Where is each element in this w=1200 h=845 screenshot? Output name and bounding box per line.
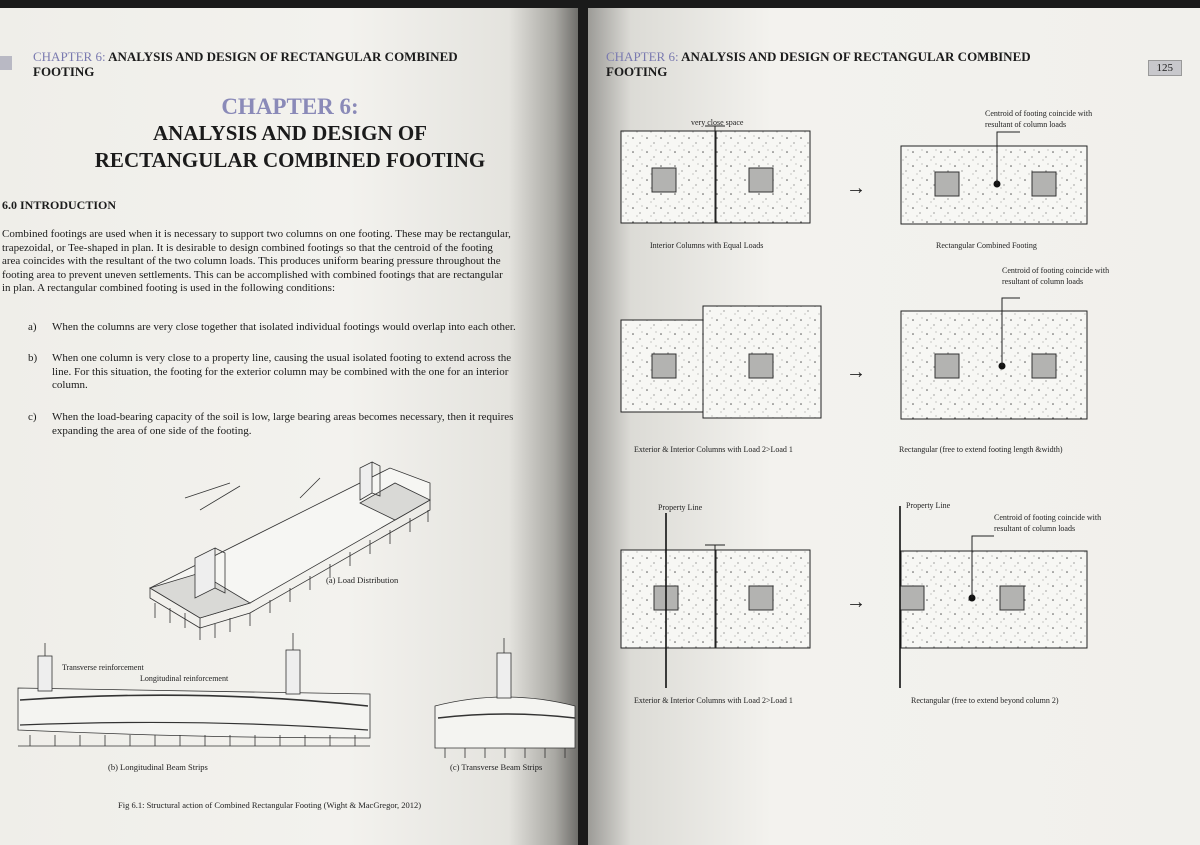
condition-line: When one column is very close to a property line, causing the usual isolated footing to extend across the (52, 352, 512, 364)
chapter-heading: CHAPTER 6: (221, 94, 359, 119)
figure-label-a: (a) Load Distribution (326, 575, 399, 585)
column-square (900, 586, 924, 610)
centroid-note-2: resultant of column loads (1002, 277, 1084, 286)
arrow-right-icon: → (846, 177, 866, 199)
caption-left-1: Interior Columns with Equal Loads (650, 241, 764, 250)
column-square (935, 172, 959, 196)
left-page (0, 8, 578, 845)
centroid-note-2: resultant of column loads (985, 120, 1067, 129)
figure-label-b: (b) Longitudinal Beam Strips (108, 762, 208, 772)
intro-paragraph (2, 228, 578, 296)
load-distribution-drawing (150, 462, 430, 640)
column-square (935, 354, 959, 378)
intro-line: footing area to prevent uneven settlements. This can be accomplished with combined footings that are rectangular (2, 268, 503, 281)
figure-6-1 (0, 448, 578, 845)
footing-diagrams (588, 8, 1200, 845)
chapter-title-line-2: RECTANGULAR COMBINED FOOTING (94, 148, 486, 172)
arrow-right-icon: → (846, 361, 866, 383)
property-line-label: Property Line (658, 503, 703, 512)
intro-line: trapezoidal, or Tee-shaped in plan. It is desirable to design combined footings so that the centroid of the footing (2, 241, 493, 254)
centroid-note-1: Centroid of footing coincide with (1002, 266, 1110, 275)
caption-right-1: Rectangular Combined Footing (936, 241, 1037, 250)
caption-right-2: Rectangular (free to extend footing length &width) (899, 445, 1063, 454)
centroid-note-1: Centroid of footing coincide with (985, 109, 1093, 118)
condition-line: When the load-bearing capacity of the soil is low, large bearing areas becomes necessary, then it requires (52, 411, 514, 423)
arrow-right-icon: → (846, 591, 866, 613)
diagram-row-1 (621, 109, 1092, 250)
longitudinal-strip-drawing (18, 633, 370, 746)
condition-text (52, 411, 513, 438)
column-square (749, 586, 773, 610)
header-title: ANALYSIS AND DESIGN OF RECTANGULAR COMBINED (681, 49, 1031, 64)
section-heading: 6.0 INTRODUCTION (2, 198, 117, 212)
header-title-2: FOOTING (33, 64, 95, 79)
condition-label: c) (28, 411, 37, 423)
condition-line: line. For this situation, the footing for the exterior column may be combined with the one for an interior (52, 365, 509, 378)
condition-text (52, 352, 511, 393)
caption-right-3: Rectangular (free to extend beyond column 2) (911, 696, 1059, 705)
page-number: 125 (1148, 60, 1183, 76)
column-square (652, 168, 676, 192)
centroid-note-1: Centroid of footing coincide with (994, 513, 1102, 522)
condition-line: column. (52, 379, 88, 392)
combined-footing (901, 311, 1087, 419)
column-square (1032, 354, 1056, 378)
caption-left-2: Exterior & Interior Columns with Load 2>Load 1 (634, 445, 793, 454)
diagram-row-3 (621, 501, 1101, 705)
condition-line: When the columns are very close together that isolated individual footings would overlap into each other. (52, 321, 516, 333)
column-square (1000, 586, 1024, 610)
figure-caption: Fig 6.1: Structural action of Combined Rectangular Footing (Wight & MacGregor, 2012) (118, 800, 422, 810)
diagram-row-2 (621, 266, 1109, 454)
condition-label: b) (28, 352, 38, 364)
intro-line: in plan. A rectangular combined footing is used in the following conditions: (2, 282, 336, 295)
transverse-strip-drawing (435, 638, 575, 758)
condition-line: expanding the area of one side of the footing. (52, 424, 252, 437)
longitudinal-reinforcement-label: Longitudinal reinforcement (140, 674, 229, 683)
condition-label: a) (28, 321, 37, 333)
chapter-title-line-1: ANALYSIS AND DESIGN OF (152, 121, 428, 145)
header-title: ANALYSIS AND DESIGN OF RECTANGULAR COMBINED (108, 49, 458, 64)
running-header (33, 49, 553, 79)
intro-line: area coincides with the resultant of the two column loads. This produces uniform bearing pressure throughout the (2, 255, 501, 268)
property-line-label: Property Line (906, 501, 951, 510)
header-title-2: FOOTING (606, 64, 668, 79)
combined-footing (901, 551, 1087, 648)
column-square (1032, 172, 1056, 196)
page-edge-tab (0, 56, 12, 70)
right-page (588, 8, 1200, 845)
caption-left-3: Exterior & Interior Columns with Load 2>Load 1 (634, 696, 793, 705)
transverse-reinforcement-label: Transverse reinforcement (62, 663, 144, 672)
column-square (749, 354, 773, 378)
centroid-note-2: resultant of column loads (994, 524, 1076, 533)
header-chapter: CHAPTER 6: (606, 49, 679, 64)
column-square (652, 354, 676, 378)
header-chapter: CHAPTER 6: (33, 49, 106, 64)
condition-text (52, 321, 516, 335)
intro-line: Combined footings are used when it is necessary to support two columns on one footing. These may be rectangular, (2, 228, 511, 240)
column-square (749, 168, 773, 192)
note-very-close-space: very close space (691, 118, 744, 127)
figure-label-c: (c) Transverse Beam Strips (450, 762, 543, 772)
